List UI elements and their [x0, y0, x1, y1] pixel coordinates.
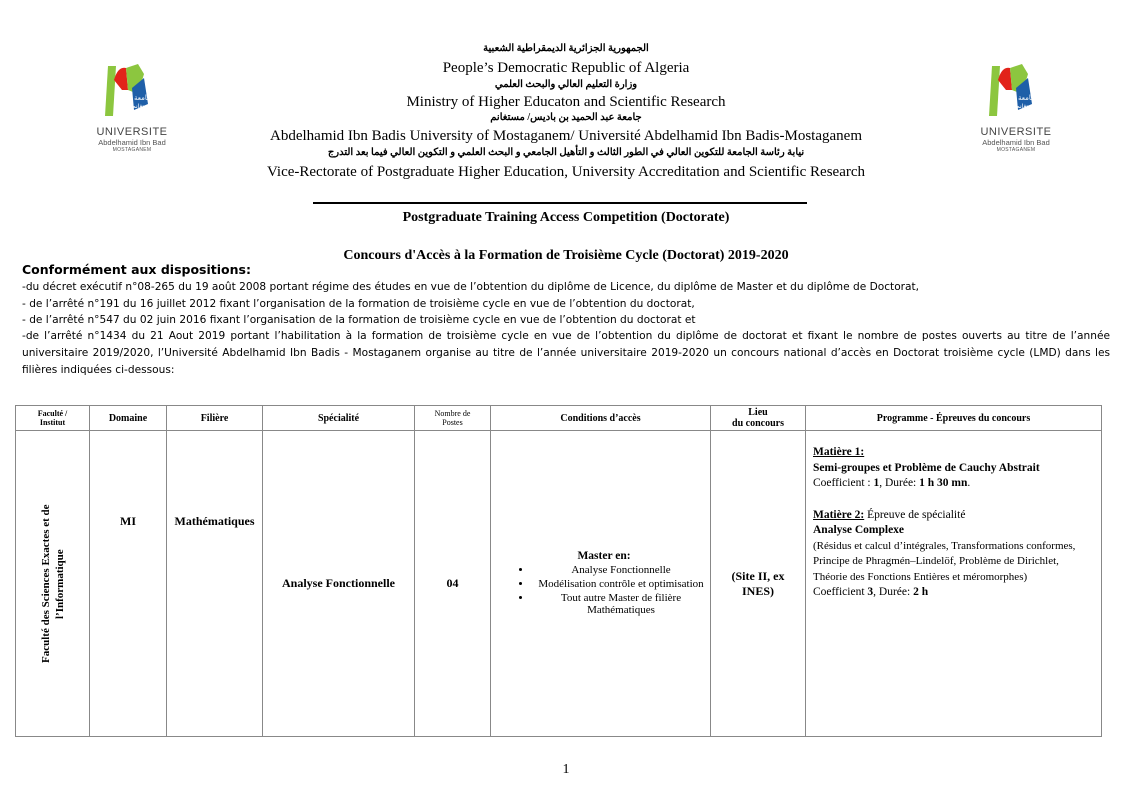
header-faculte	[16, 406, 90, 431]
header-specialite: Spécialité	[263, 406, 415, 431]
intro-line-2: - de l’arrêté n°191 du 16 juillet 2012 fixant l’organisation de la formation de troisième cycle en vue de l’obtention du doctorat,	[22, 298, 695, 310]
programme-m1-label	[813, 445, 1095, 461]
cell-specialite: Analyse Fonctionnelle	[263, 431, 415, 737]
header-domaine: Domaine	[90, 406, 167, 431]
m2-coef-label: Coefficient	[813, 586, 868, 598]
intro-heading: Conformément aux dispositions:	[22, 262, 251, 277]
svg-text:جامعة: جامعة	[134, 94, 152, 102]
cell-programme	[806, 431, 1102, 737]
logo-text-name: Abdelhamid Ibn Bad	[98, 138, 166, 147]
cell-postes: 04	[415, 431, 491, 737]
header-faculte-line1: Faculté /	[37, 409, 68, 418]
m2-duree: 2 h	[913, 586, 929, 598]
list-item: • Analyse Fonctionnelle	[532, 564, 710, 576]
faculte-name: Faculté des Sciences Exactes et de l’Informatique	[39, 504, 66, 663]
header-divider	[313, 202, 807, 204]
title-french: Concours d'Accès à la Formation de Troisième Cycle (Doctorat) 2019-2020	[343, 248, 789, 263]
svg-text:جامعة: جامعة	[1018, 94, 1036, 102]
header-faculte-line2: Institut	[39, 418, 66, 427]
programme-m2-desc: (Résidus et calcul d’intégrales, Transformations conformes, Principe de Phragmén–Lindelöf, Problème de Dirichlet, Théorie des Fonctions Entières et méromorphes)	[813, 539, 1076, 583]
programme-m2-label	[813, 508, 1095, 524]
competition-table	[15, 405, 1102, 737]
header-lieu-line2: du concours	[732, 418, 784, 429]
intro-line-4: -de l’arrêté n°1434 du 21 Aout 2019 portant l’habilitation à la formation de troisième cycle en vue de l’obtention du diplôme de doctorat et fixant le nombre de postes ouverts au titre de l’année universitaire 2019/2020, l’Université Abdelhamid Ibn Badis - Mostaganem organise au titre de l’année universitaire 2019-2020 un concours national d’accès en Doctorat troisième cycle (LMD) dans les filières indiquées ci-dessous:	[22, 330, 1110, 376]
header-conditions: Conditions d’accès	[491, 406, 711, 431]
m1-duree: 1 h 30 mn	[919, 477, 968, 489]
m1-label: Matière 1:	[813, 446, 865, 458]
m2-duree-label: , Durée:	[873, 586, 914, 598]
m2-title: Analyse Complexe	[813, 524, 905, 536]
cell-filiere: Mathématiques	[167, 431, 263, 737]
header-republic: People’s Democratic Republic of Algeria	[442, 60, 690, 76]
svg-text:مستغانم: مستغانم	[1016, 103, 1037, 110]
header-postes	[415, 406, 491, 431]
list-item: • Modélisation contrôle et optimisation	[532, 578, 710, 590]
programme-m2-coef	[813, 585, 1095, 601]
table-row	[16, 431, 1102, 737]
m1-title: Semi-groupes et Problème de Cauchy Abstrait	[813, 461, 1040, 474]
header-arabic-vice-rectorate: نيابة رئاسة الجامعة للتكوين العالي في الطور الثالث و التأهيل الجامعي و البحث العلمي و التكوين العالي فيما بعد التدرج	[327, 147, 805, 158]
cell-faculte	[16, 431, 90, 737]
cell-lieu: (Site II, ex INES)	[711, 431, 806, 737]
intro-line-1: -du décret exécutif n°08-265 du 19 août 2008 portant régime des études en vue de l’obtention du diplôme de Licence, du diplôme de Master et du diplôme de Doctorat,	[22, 281, 920, 293]
header-filiere: Filière	[167, 406, 263, 431]
conditions-title: Master en:	[577, 549, 631, 562]
svg-text:مستغانم: مستغانم	[132, 103, 153, 110]
header-vice-rectorate: Vice-Rectorate of Postgraduate Higher Education, University Accreditation and Scientific Research	[266, 164, 866, 180]
m1-end: .	[967, 477, 971, 489]
m2-label: Matière 2:	[813, 508, 865, 521]
cell-conditions	[491, 431, 711, 737]
page-number: 1	[562, 762, 570, 777]
logo-text-universite: UNIVERSITE	[96, 126, 168, 138]
logo-text-universite: UNIVERSITE	[980, 126, 1052, 138]
conditions-list	[498, 564, 710, 616]
m2-coef: 3	[867, 586, 874, 598]
m1-coef: 1	[873, 477, 880, 489]
header-university: Abdelhamid Ibn Badis University of Mostaganem/ Université Abdelhamid Ibn Badis-Mostaganem	[270, 128, 862, 144]
header-postes-line2: Postes	[442, 418, 463, 427]
m1-coef-label: Coefficient :	[813, 477, 874, 489]
header-lieu-line1: Lieu	[748, 407, 768, 418]
header-postes-line1: Nombre de	[434, 409, 471, 418]
title-english: Postgraduate Training Access Competition (Doctorate)	[402, 210, 730, 225]
intro-line-3: - de l’arrêté n°547 du 02 juin 2016 fixant l’organisation de la formation de troisième cycle en vue de l’obtention du doctorat et	[22, 314, 696, 326]
m1-duree-label: , Durée:	[879, 477, 920, 489]
programme-m2-title	[813, 523, 1095, 539]
header-lieu	[711, 406, 806, 431]
header-ministry: Ministry of Higher Educaton and Scientific Research	[406, 94, 726, 110]
header-arabic-republic: الجمهورية الجزائرية الديمقراطية الشعبية	[483, 43, 649, 54]
m2-sub: Épreuve de spécialité	[864, 508, 966, 521]
cell-domaine: MI	[90, 431, 167, 737]
logo-text-city: MOSTAGANEM	[112, 147, 152, 153]
table-header-row	[16, 406, 1102, 431]
logo-text-city: MOSTAGANEM	[996, 147, 1036, 153]
programme-m1-coef	[813, 476, 1095, 492]
logo-text-name: Abdelhamid Ibn Bad	[982, 138, 1050, 147]
list-item: • Tout autre Master de filière Mathématiques	[532, 592, 710, 616]
header-programme: Programme - Épreuves du concours	[806, 406, 1102, 431]
header-arabic-university: جامعة عبد الحميد بن باديس/ مستغانم	[490, 112, 642, 123]
header-arabic-ministry: وزارة التعليم العالي والبحث العلمي	[494, 79, 638, 90]
programme-m1-title	[813, 461, 1095, 477]
